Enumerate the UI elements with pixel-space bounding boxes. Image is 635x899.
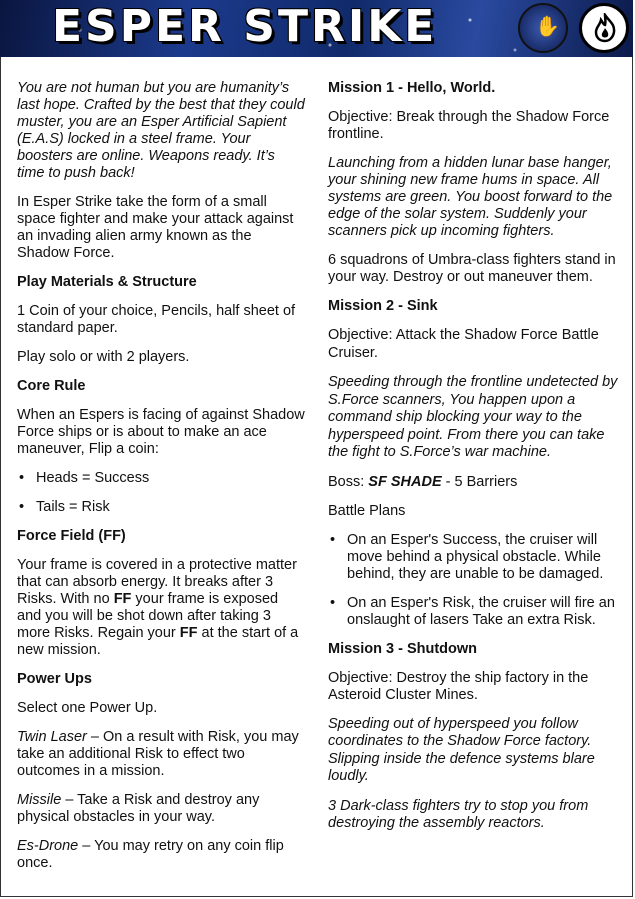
materials-text: 1 Coin of your choice, Pencils, half sheet of standard paper. bbox=[17, 303, 296, 336]
players-text: Play solo or with 2 players. bbox=[17, 349, 190, 365]
list-item: • Tails = Risk bbox=[17, 499, 305, 516]
power-ups-heading: Power Ups bbox=[17, 671, 92, 687]
core-rule-heading: Core Rule bbox=[17, 378, 86, 394]
mission-2-heading: Mission 2 - Sink bbox=[328, 298, 438, 314]
list-item: • On an Esper's Risk, the cruiser will fire an onslaught of lasers Take an extra Risk. bbox=[328, 595, 618, 629]
intro-text: You are not human but you are humanity’s last hope. Crafted by the best that they could muster, you are an Esper Artificial Sapient (E.A.S) locked in a steel frame. Your boosters are online. Weapons ready. It’s time to push back! bbox=[17, 80, 305, 181]
core-rule-text: When an Espers is facing of against Shadow Force ships or is about to make an ace maneuver, Flip a coin: bbox=[17, 407, 305, 457]
mission-1-flavor: Launching from a hidden lunar base hanger, your shining new frame hums in space. All systems are green. You boost forward to the edge of the solar system. Suddenly your scanners pick up incoming fighters. bbox=[328, 155, 613, 239]
mission-3-heading: Mission 3 - Shutdown bbox=[328, 640, 478, 657]
right-column bbox=[328, 80, 618, 844]
force-field-text: Your frame is covered in a protective matter that can absorb energy. It breaks after 3 Risks. With no FF your frame is exposed and you will be shot down after taking 3 more Risks. Regain your FF at the start of a new mission. bbox=[17, 557, 299, 658]
list-item: • Heads = Success bbox=[17, 470, 305, 487]
power-up-es-drone: Es-Drone – You may retry on any coin flip once. bbox=[17, 838, 284, 871]
mission-1-heading: Mission 1 - Hello, World. bbox=[328, 80, 496, 96]
battle-plans-list bbox=[328, 532, 618, 629]
boss-line: Boss: SF SHADE - 5 Barriers bbox=[328, 473, 518, 490]
materials-heading: Play Materials & Structure bbox=[17, 274, 197, 290]
power-ups-text: Select one Power Up. bbox=[17, 700, 158, 716]
coin-results-list bbox=[17, 470, 305, 516]
header-banner bbox=[0, 0, 633, 57]
hand-icon: ✋ bbox=[535, 16, 560, 38]
game-title: ESPER STRIKE bbox=[52, 1, 438, 52]
force-field-heading: Force Field (FF) bbox=[17, 528, 126, 544]
left-column bbox=[17, 80, 305, 884]
mission-1-enemies: 6 squadrons of Umbra-class fighters stand in your way. Destroy or out maneuver them. bbox=[328, 252, 616, 285]
mission-1-objective: Objective: Break through the Shadow Force frontline. bbox=[328, 109, 610, 142]
battle-plans-label: Battle Plans bbox=[328, 502, 406, 519]
mission-3-enemies: 3 Dark-class fighters try to stop you from destroying the assembly reactors. bbox=[328, 797, 589, 831]
list-item: • On an Esper's Success, the cruiser will move behind a physical obstacle. While behind, they are unable to be damaged. bbox=[328, 532, 618, 583]
flame-icon bbox=[591, 13, 619, 43]
power-up-twin-laser: Twin Laser – On a result with Risk, you may take an additional Risk to effect two outcomes in a mission. bbox=[17, 729, 299, 779]
mission-3-flavor: Speeding out of hyperspeed you follow coordinates to the Shadow Force factory. Slipping inside the defence systems blare loudly. bbox=[328, 715, 595, 784]
mission-2-flavor: Speeding through the frontline undetected by S.Force scanners, You happen upon a command ship blocking your way to the hyperspeed point. From there you can take the fight to S.Force’s war machine. bbox=[328, 374, 618, 460]
power-up-missile: Missile – Take a Risk and destroy any physical obstacles in your way. bbox=[17, 792, 260, 825]
mission-3-objective: Objective: Destroy the ship factory in the Asteroid Cluster Mines. bbox=[328, 669, 589, 703]
overview-text: In Esper Strike take the form of a small space fighter and make your attack against an invading alien army known as the Shadow Force. bbox=[17, 194, 294, 261]
mission-2-objective: Objective: Attack the Shadow Force Battle Cruiser. bbox=[328, 327, 599, 361]
